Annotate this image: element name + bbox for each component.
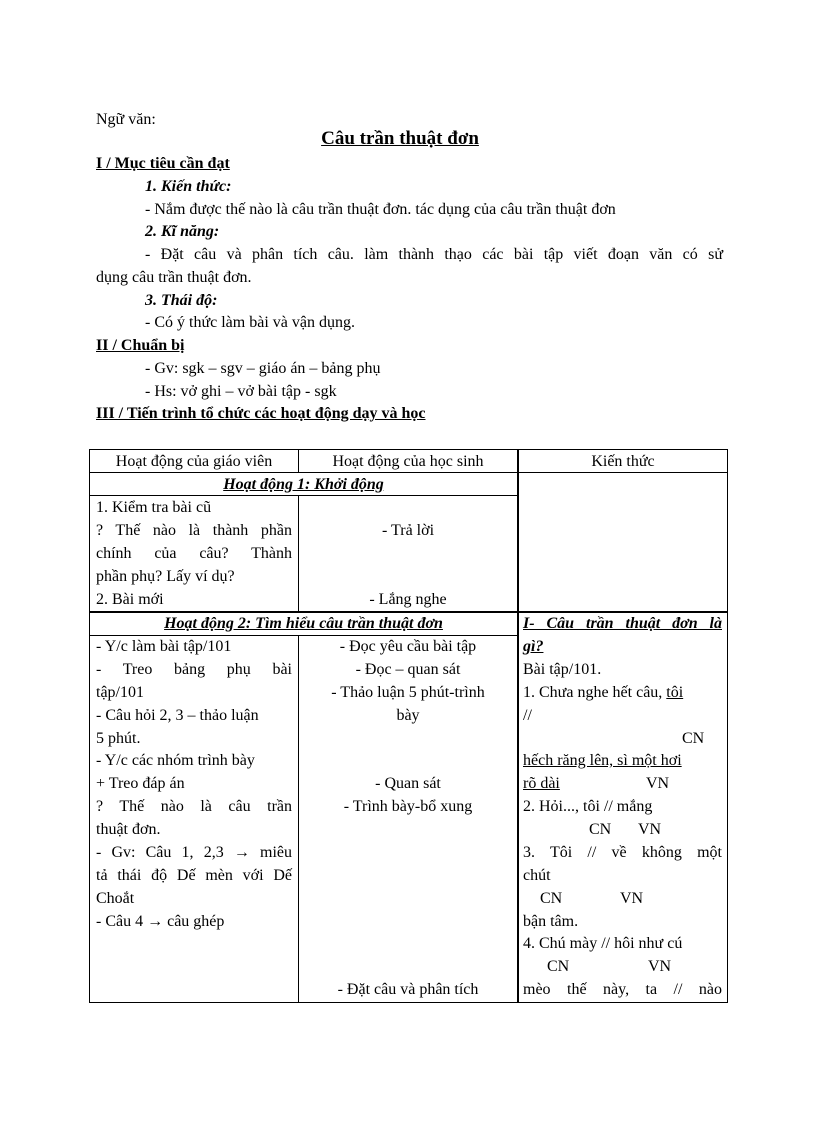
hs2-line-3: - Thảo luận 5 phút-trình (331, 684, 485, 701)
activity2-heading: Hoạt động 2: Tìm hiểu câu trần thuật đơn (164, 615, 443, 632)
knowledge-heading: 1. Kiến thức: (145, 178, 232, 195)
activity1-heading: Hoạt động 1: Khởi động (223, 476, 384, 493)
kt-vn-4: VN (648, 958, 672, 975)
gv1-line-3: chính của câu? Thành (96, 545, 292, 562)
hs1-line-2: - Lắng nghe (369, 591, 447, 608)
gv2-line-12: Choắt (96, 890, 135, 907)
kt-line-exercise: Bài tập/101. (523, 661, 602, 678)
section3-heading: III / Tiến trình tổ chức các hoạt động dạy và học (96, 405, 426, 422)
kt-heading-line-2: gì? (523, 638, 544, 655)
gv2-line-11: tả thái độ Dế mèn với Dế (96, 867, 292, 884)
subject-text: Ngữ văn: (96, 111, 156, 128)
kt-cn-1: CN (682, 730, 705, 747)
gv2-line-10: - Gv: Câu 1, 2,3 → miêu (96, 844, 292, 861)
table-col-divider-2 (517, 449, 519, 1003)
kt-sentence1-subject: tôi (666, 684, 684, 701)
gv2-line-8: ? Thế nào là câu trần (96, 798, 292, 815)
kt-sentence1-start: 1. Chưa nghe hết câu, (523, 684, 667, 701)
hs2-line-6: - Trình bày-bổ xung (343, 798, 473, 815)
gv2-line-5: 5 phút. (96, 730, 141, 747)
kt-heading-line-1: I- Câu trần thuật đơn là (523, 615, 722, 632)
kt-line-2: hếch răng lên, sì một hơi (523, 752, 682, 769)
table-border-top (89, 449, 728, 450)
kt-line-4: 2. Hỏi..., tôi // mắng (523, 798, 653, 815)
table-border-right (727, 449, 728, 1003)
section2-heading: II / Chuẩn bị (96, 337, 185, 354)
kt-line-slash: // (523, 707, 532, 724)
attitude-text: - Có ý thức làm bài và vận dụng. (145, 314, 355, 331)
gv2-line-13: - Câu 4 → câu ghép (96, 913, 225, 930)
header-knowledge: Kiến thức (591, 453, 655, 470)
hs1-line-1: - Trả lời (381, 522, 435, 539)
page-title: Câu trần thuật đơn (321, 128, 479, 149)
hs2-line-1: - Đọc yêu cầu bài tập (339, 638, 477, 655)
hs2-line-7: - Đặt câu và phân tích (337, 981, 479, 998)
table-border-bottom (89, 1002, 728, 1003)
kt-line-9: mèo thế này, ta // nào (523, 981, 722, 998)
attitude-heading: 3. Thái độ: (145, 292, 218, 309)
kt-vn-3: VN (620, 890, 644, 907)
header-teacher: Hoạt động của giáo viên (115, 453, 273, 470)
gv1-line-4: phần phụ? Lấy ví dụ? (96, 568, 235, 585)
kt-line-3: rõ dài (523, 775, 560, 792)
gv1-line-2: ? Thế nào là thành phần (96, 522, 292, 539)
gv2-line-2: - Treo bảng phụ bài (96, 661, 292, 678)
gv2-line-3: tập/101 (96, 684, 144, 701)
kt-line-8: 4. Chú mày // hôi như cú (523, 935, 683, 952)
kt-vn-2: VN (638, 821, 662, 838)
skill-heading: 2. Kĩ năng: (145, 223, 220, 240)
kt-cn-4: CN (547, 958, 570, 975)
kt-line-5: 3. Tôi // về không một (523, 844, 722, 861)
header-student: Hoạt động của học sinh (332, 453, 484, 470)
prep-teacher: - Gv: sgk – sgv – giáo án – bảng phụ (145, 360, 381, 377)
gv2-line-7: + Treo đáp án (96, 775, 185, 792)
skill-text-line2: dụng câu trần thuật đơn. (96, 269, 252, 286)
knowledge-text: - Nắm được thế nào là câu trần thuật đơn. tác dụng của câu trần thuật đơn (145, 201, 616, 218)
gv1-line-5: 2. Bài mới (96, 591, 164, 608)
prep-student: - Hs: vở ghi – vở bài tập - sgk (145, 383, 337, 400)
kt-line-7: bận tâm. (523, 913, 579, 930)
gv2-line-9: thuật đơn. (96, 821, 161, 838)
kt-cn-2: CN (589, 821, 612, 838)
gv2-line-4: - Câu hỏi 2, 3 – thảo luận (96, 707, 259, 724)
gv2-line-1: - Y/c làm bài tập/101 (96, 638, 232, 655)
kt-line-1 (523, 682, 683, 705)
hs2-line-5: - Quan sát (375, 775, 441, 792)
kt-line-6: chút (523, 867, 551, 884)
kt-cn-3: CN (540, 890, 563, 907)
section1-heading: I / Mục tiêu cần đạt (96, 155, 230, 172)
hs2-line-2: - Đọc – quan sát (355, 661, 461, 678)
table-border-left (89, 449, 90, 1003)
skill-text-line1: - Đặt câu và phân tích câu. làm thành thạo các bài tập viết đoạn văn có sử (145, 246, 723, 263)
kt-vn-1: VN (646, 775, 670, 792)
gv1-line-1: 1. Kiểm tra bài cũ (96, 499, 212, 516)
subject-label (96, 110, 156, 130)
hs2-line-4: bày (396, 707, 420, 724)
gv2-line-6: - Y/c các nhóm trình bày (96, 752, 255, 769)
